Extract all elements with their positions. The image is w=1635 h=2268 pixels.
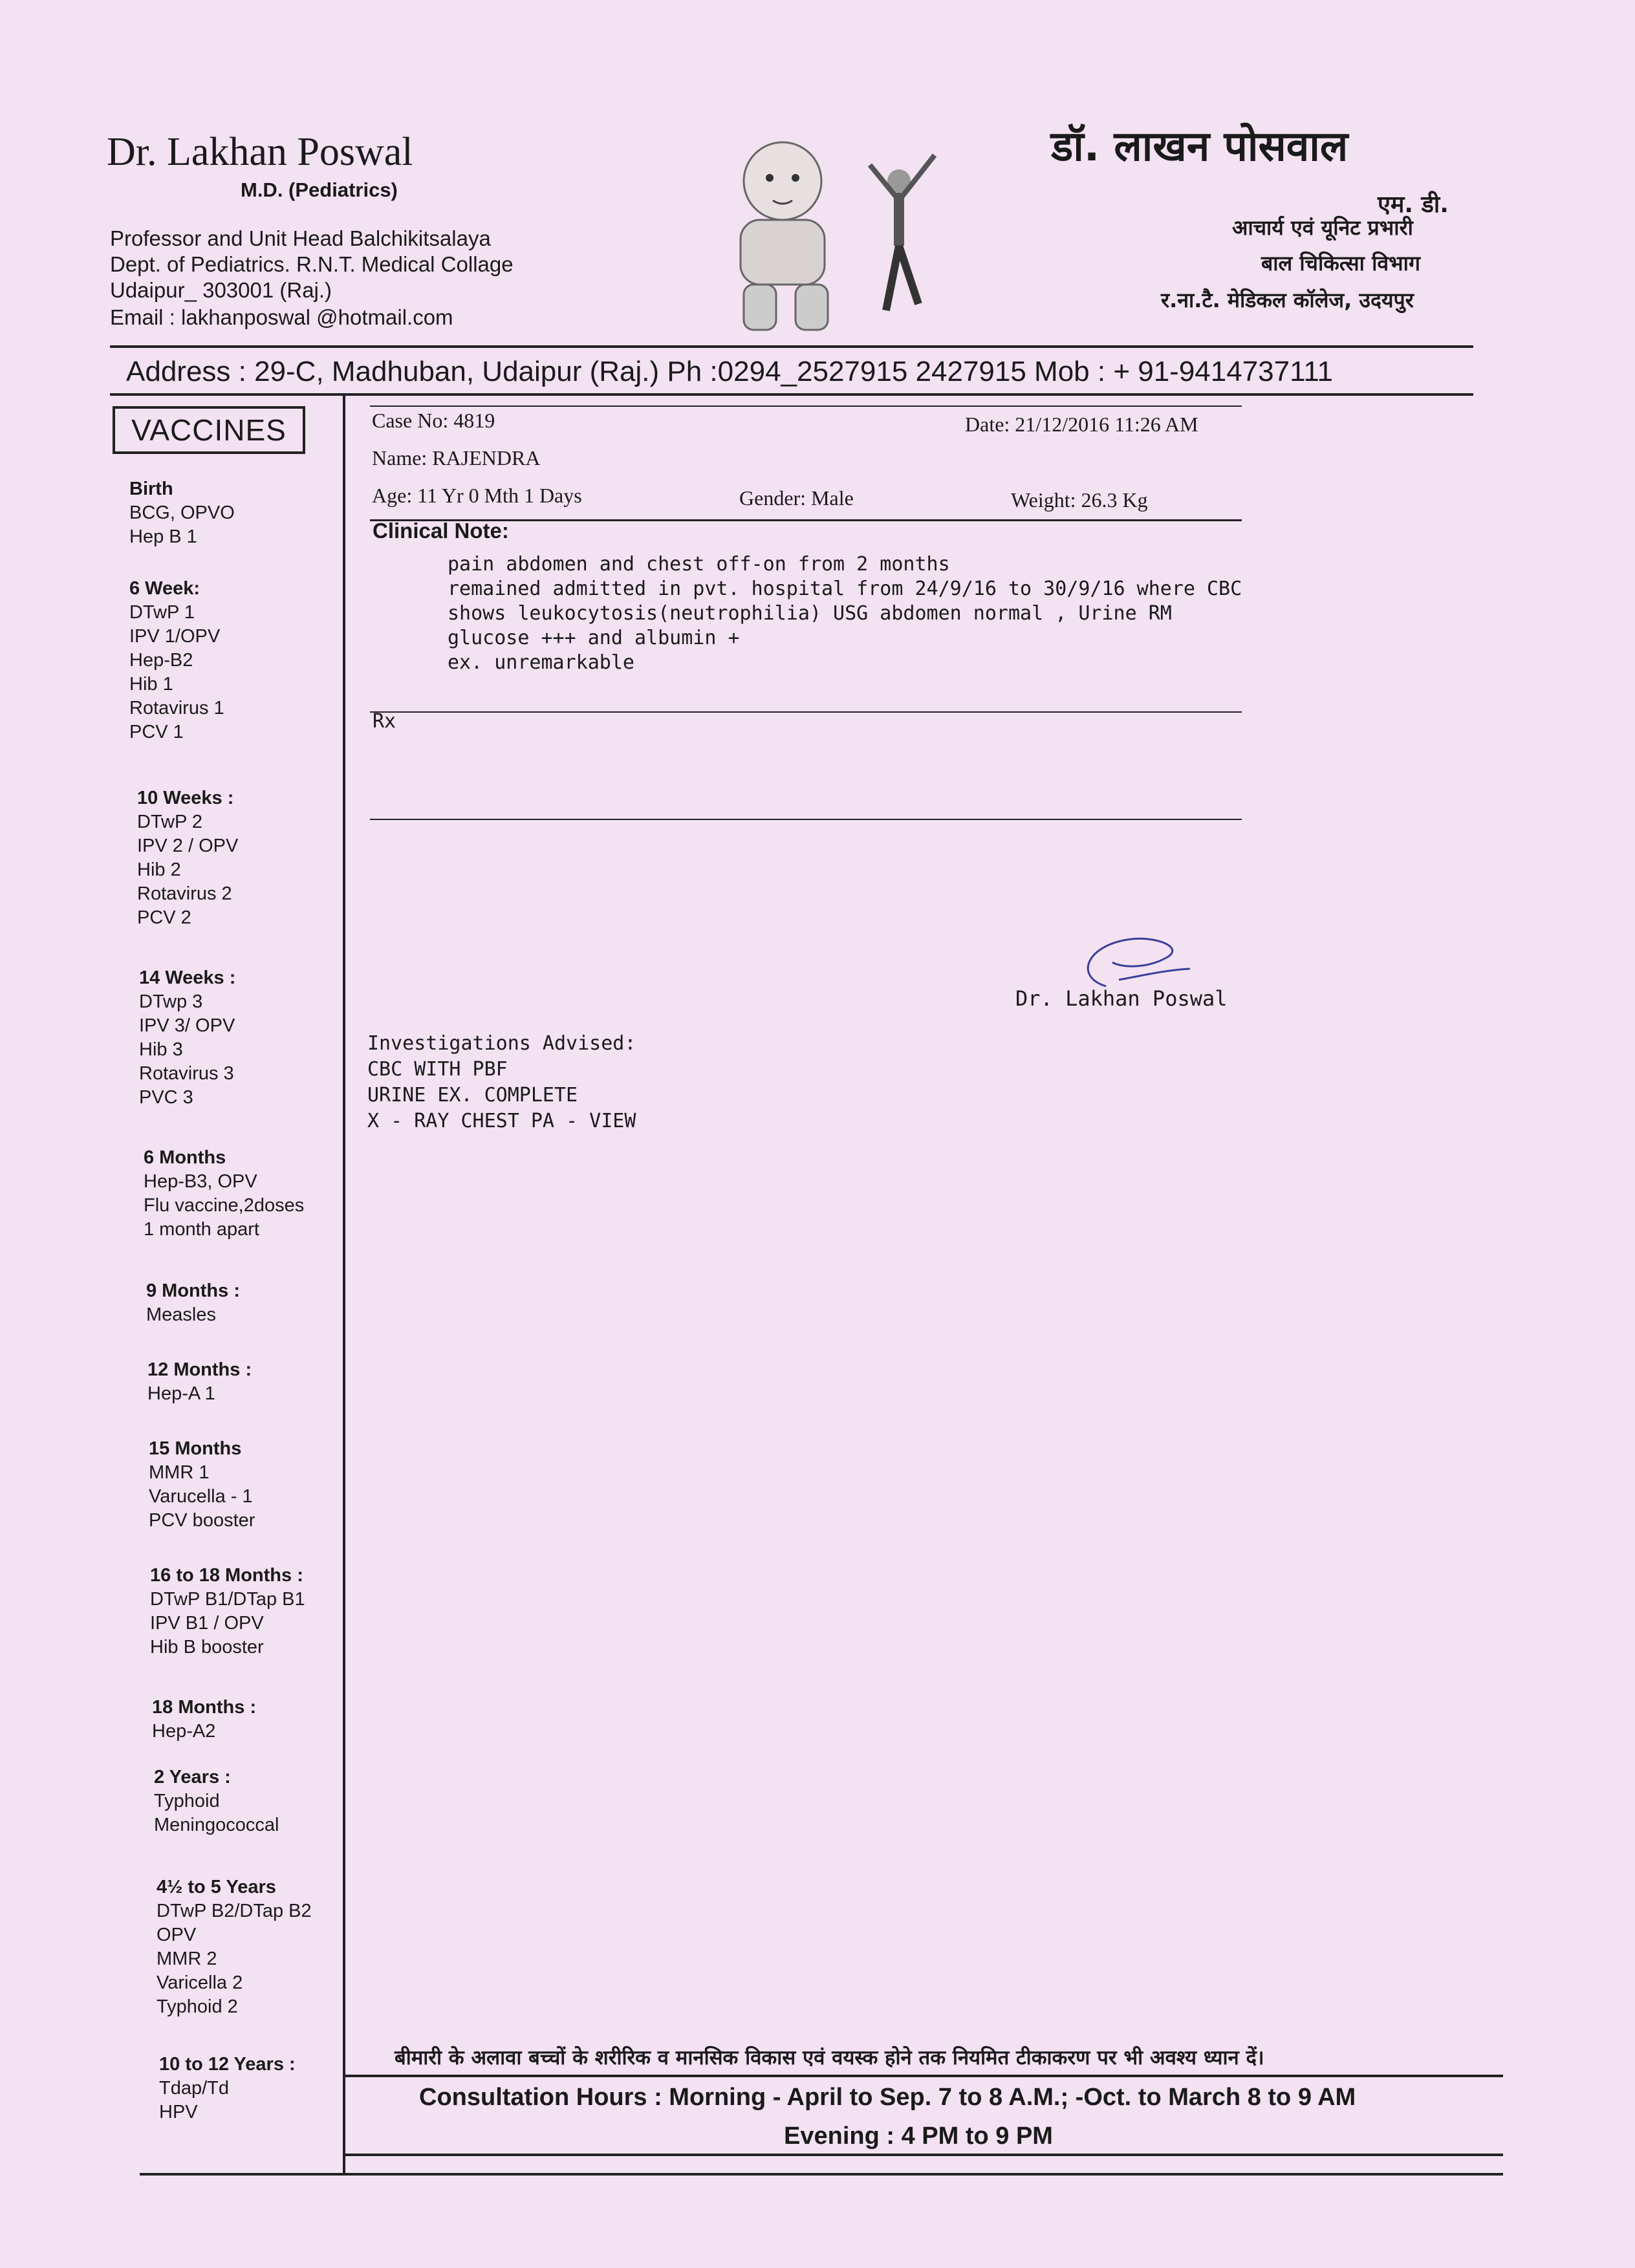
case-number: Case No: 4819 — [372, 409, 495, 432]
footer-middle-rule — [345, 2154, 1503, 2156]
vaccine-group-items: Hep-A2 — [152, 1721, 216, 1742]
investigation-item: X - RAY CHEST PA - VIEW — [367, 1110, 636, 1132]
vaccine-group-items: DTwP 1 IPV 1/OPV Hep-B2 Hib 1 Rotavirus 1 PCV 1 — [129, 602, 224, 742]
consultation-hours-evening: Evening : 4 PM to 9 PM — [784, 2122, 1053, 2150]
vaccine-group-items: Hep-A 1 — [147, 1383, 215, 1404]
position-hindi-1: आचार्य एवं यूनिट प्रभारी — [1232, 215, 1413, 240]
vaccine-group-18-months — [152, 1696, 365, 1744]
vaccine-group-9-months — [146, 1279, 360, 1327]
vaccine-group-heading: Birth — [129, 479, 173, 499]
doctor-name-hindi: डॉ. लाखन पोसवाल — [1051, 123, 1348, 171]
vaccine-group-heading: 14 Weeks : — [139, 967, 236, 988]
vaccine-group-6-months — [144, 1146, 357, 1242]
vaccine-group-items: DTwP B1/DTap B1 IPV B1 / OPV Hib B booster — [150, 1589, 305, 1658]
address-bottom-rule — [110, 393, 1473, 396]
footer-top-rule — [345, 2075, 1503, 2077]
vaccine-group-heading: 12 Months : — [147, 1359, 252, 1380]
investigation-item: URINE EX. COMPLETE — [367, 1084, 578, 1107]
vaccine-group-items: Tdap/Td HPV — [159, 2078, 229, 2122]
vaccines-title: VACCINES — [113, 406, 305, 454]
rx-top-rule — [370, 711, 1242, 713]
footer-bottom-rule — [140, 2173, 1503, 2176]
clinical-note-heading: Clinical Note: — [373, 519, 509, 543]
position-line-3: Udaipur_ 303001 (Raj.) — [110, 278, 332, 302]
children-illustration — [705, 129, 977, 349]
vaccine-group-items: DTwP 2 IPV 2 / OPV Hib 2 Rotavirus 2 PCV 2 — [137, 812, 239, 928]
vaccine-group-items: BCG, OPVO Hep B 1 — [129, 502, 235, 547]
hindi-vaccination-note: बीमारी के अलावा बच्चों के शरीरिक व मानसिक विकास एवं वयस्क होने तक नियमित टीकाकरण पर भी अवश्य ध्यान दें। — [395, 2046, 1264, 2069]
investigations-heading: Investigations Advised: — [367, 1032, 636, 1055]
patient-gender: Gender: Male — [739, 486, 854, 510]
doctor-degree-english: M.D. (Pediatrics) — [241, 178, 398, 201]
vaccine-group-heading: 6 Months — [144, 1147, 226, 1168]
vaccine-group-heading: 10 Weeks : — [137, 788, 234, 808]
vaccine-group-items: Measles — [146, 1304, 216, 1325]
position-line-2: Dept. of Pediatrics. R.N.T. Medical Collage — [110, 252, 514, 276]
rx-label: Rx — [373, 710, 396, 733]
signature-name: Dr. Lakhan Poswal — [1015, 986, 1228, 1011]
vaccine-group-birth — [129, 477, 343, 549]
address-line: Address : 29-C, Madhuban, Udaipur (Raj.) Ph :0294_2527915 2427915 Mob : + 91-9414737111 — [126, 356, 1334, 387]
consultation-hours-morning: Consultation Hours : Morning - April to Sep. 7 to 8 A.M.; -Oct. to March 8 to 9 AM — [419, 2084, 1356, 2111]
vaccine-group-16-18-months — [150, 1564, 363, 1659]
vaccine-group-4-5-years — [157, 1875, 370, 2019]
clinical-note-line-5: ex. unremarkable — [448, 651, 634, 674]
investigation-item: CBC WITH PBF — [367, 1058, 508, 1081]
clinical-note-line-3: shows leukocytosis(neutrophilia) USG abdomen normal , Urine RM — [448, 602, 1172, 625]
address-top-rule — [110, 345, 1473, 348]
vaccine-group-12-months — [147, 1358, 361, 1406]
vaccine-group-heading: 10 to 12 Years : — [159, 2054, 296, 2075]
vaccine-group-items: DTwP B2/DTap B2 OPV MMR 2 Varicella 2 Typhoid 2 — [157, 1901, 312, 2017]
patient-age: Age: 11 Yr 0 Mth 1 Days — [372, 484, 582, 507]
vaccine-group-heading: 15 Months — [149, 1438, 242, 1459]
email-line: Email : lakhanposwal @hotmail.com — [110, 305, 453, 329]
vaccine-group-10-12-years — [159, 2053, 373, 2124]
patient-name: Name: RAJENDRA — [372, 446, 541, 470]
vaccine-group-10-weeks — [137, 786, 351, 930]
vaccine-group-heading: 6 Week: — [129, 578, 200, 599]
vaccine-group-items: MMR 1 Varucella - 1 PCV booster — [149, 1462, 255, 1531]
vaccine-group-2-years — [154, 1766, 367, 1837]
vaccine-group-heading: 9 Months : — [146, 1280, 240, 1301]
vaccine-group-items: Hep-B3, OPV Flu vaccine,2doses 1 month apart — [144, 1171, 305, 1240]
patient-weight: Weight: 26.3 Kg — [1011, 488, 1148, 512]
vaccine-group-heading: 2 Years : — [154, 1767, 231, 1787]
doctor-degree-hindi: एम. डी. — [1378, 191, 1449, 218]
vaccine-group-heading: 18 Months : — [152, 1697, 257, 1718]
rx-bottom-rule — [370, 819, 1242, 820]
vaccine-group-heading: 16 to 18 Months : — [150, 1565, 303, 1586]
vaccine-group-heading: 4½ to 5 Years — [157, 1877, 276, 1897]
clinical-note-line-2: remained admitted in pvt. hospital from 24/9/16 to 30/9/16 where CBC — [448, 578, 1242, 600]
vaccine-group-6-week — [129, 577, 343, 744]
doctor-name-english: Dr. Lakhan Poswal — [107, 130, 413, 174]
vaccine-group-14-weeks — [139, 966, 352, 1110]
vaccine-group-items: DTwp 3 IPV 3/ OPV Hib 3 Rotavirus 3 PVC 3 — [139, 991, 235, 1108]
clinical-note-line-4: glucose +++ and albumin + — [448, 627, 740, 649]
position-hindi-3: र.ना.टै. मेडिकल कॉलेज, उदयपुर — [1161, 288, 1414, 312]
position-hindi-2: बाल चिकित्सा विभाग — [1261, 251, 1420, 275]
case-date: Date: 21/12/2016 11:26 AM — [965, 413, 1198, 436]
case-top-rule — [370, 405, 1242, 407]
vaccine-group-items: Typhoid Meningococcal — [154, 1791, 279, 1835]
clinical-note-line-1: pain abdomen and chest off-on from 2 months — [448, 553, 950, 576]
position-line-1: Professor and Unit Head Balchikitsalaya — [110, 226, 491, 250]
vaccine-group-15-months — [149, 1437, 362, 1533]
